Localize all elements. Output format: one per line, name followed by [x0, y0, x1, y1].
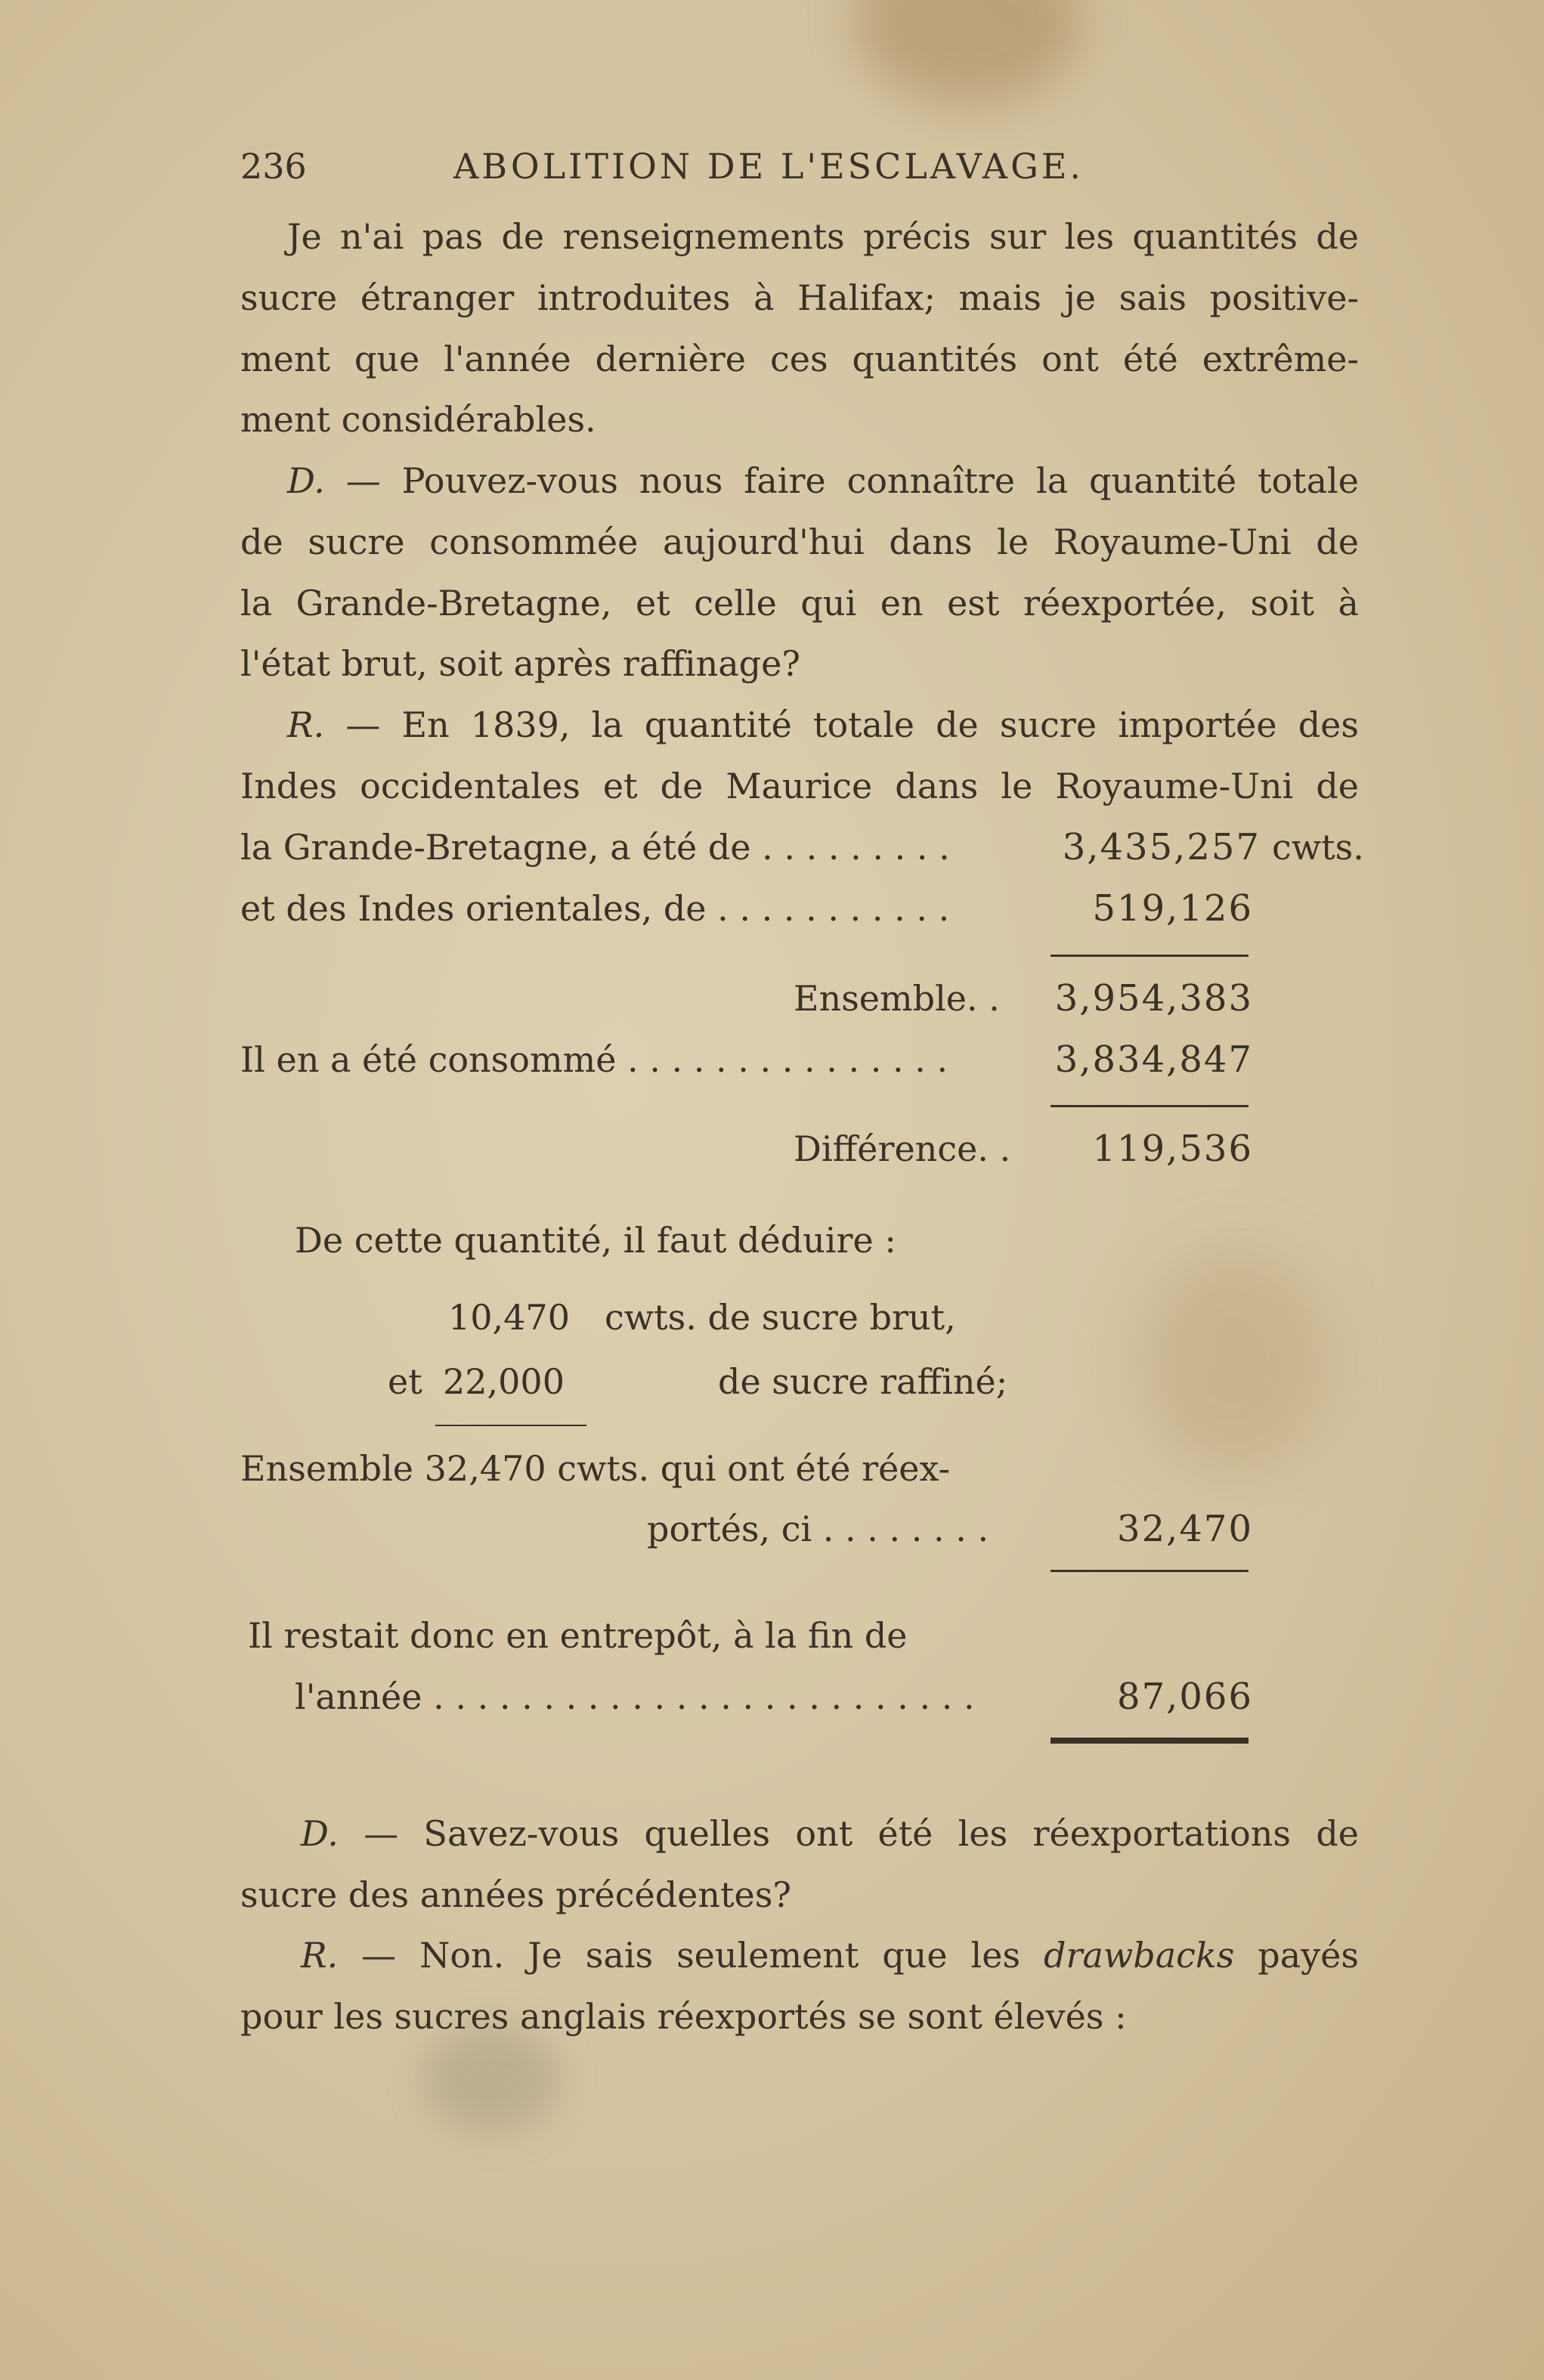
text-line: de sucre consommée aujourd'hui dans le Royaume-Uni de: [240, 521, 1359, 562]
text-line: Indes occidentales et de Maurice dans le Royaume-Uni de: [240, 766, 1359, 806]
sum-rule: [1050, 1105, 1249, 1107]
paper-stain: [423, 2026, 559, 2131]
deduction-prefix: et: [388, 1361, 422, 1402]
italic-term: drawbacks: [1044, 1935, 1235, 1976]
text-line: De cette quantité, il faut déduire :: [295, 1220, 896, 1261]
table-value: 3,954,383: [1054, 977, 1253, 1020]
deduction-value: 22,000: [443, 1361, 565, 1402]
text-line: Ensemble 32,470 cwts. qui ont été réex-: [240, 1448, 951, 1489]
text-line: ment que l'année dernière ces quantités ont été extrême-: [240, 339, 1359, 379]
question-marker: D.: [287, 460, 325, 501]
answer-line: R. — Non. Je sais seulement que les drawbacks payés: [301, 1935, 1359, 1976]
table-value: 87,066: [1117, 1676, 1253, 1718]
text-line: Il restait donc en entrepôt, à la fin de: [248, 1615, 908, 1656]
table-value: 32,470: [1117, 1508, 1253, 1550]
table-value: 119,536: [1092, 1128, 1253, 1170]
page-number: 236: [240, 146, 307, 187]
unit-label: cwts.: [1272, 827, 1364, 868]
text-line: l'état brut, soit après raffinage?: [240, 643, 801, 684]
text-line: portés, ci . . . . . . . .: [647, 1509, 989, 1549]
table-row-label: et des Indes orientales, de . . . . . . . . . . .: [240, 888, 950, 929]
text-line: sucre des années précédentes?: [240, 1874, 791, 1915]
table-value: 519,126: [1092, 887, 1253, 930]
total-rule: [1050, 1738, 1249, 1744]
paper-stain: [854, 0, 1081, 106]
table-row-label: la Grande-Bretagne, a été de . . . . . . . . .: [240, 827, 950, 868]
sum-rule: [1050, 955, 1249, 957]
table-value: 3,834,847: [1054, 1038, 1253, 1081]
text-line: l'année . . . . . . . . . . . . . . . . . . . . . . . . .: [295, 1676, 975, 1717]
text-line: pour les sucres anglais réexportés se sont élevés :: [240, 1996, 1127, 2037]
text-line: la Grande-Bretagne, et celle qui en est réexportée, soit à: [240, 583, 1359, 624]
sum-rule: [435, 1425, 586, 1426]
deduction-text: de sucre raffiné;: [718, 1361, 1008, 1402]
sum-rule: [1050, 1570, 1249, 1572]
text-line: sucre étranger introduites à Halifax; mais je sais positive-: [240, 277, 1359, 318]
table-row-label: Différence. .: [794, 1128, 1011, 1169]
question-line: D. — Pouvez-vous nous faire connaître la quantité totale: [287, 460, 1359, 501]
table-row-label: Ensemble. .: [794, 978, 1000, 1019]
answer-marker: R.: [287, 704, 325, 745]
deduction-value: 10,470: [448, 1297, 570, 1338]
paper-stain: [1134, 1247, 1330, 1474]
table-row-label: Il en a été consommé . . . . . . . . . . . . . . .: [240, 1039, 948, 1080]
text-line: Je n'ai pas de renseignements précis sur les quantités de: [287, 216, 1359, 257]
table-value: 3,435,257: [1062, 826, 1261, 868]
question-line: D. — Savez-vous quelles ont été les réexportations de: [301, 1813, 1359, 1854]
question-marker: D.: [301, 1813, 339, 1854]
answer-marker: R.: [301, 1935, 339, 1976]
deduction-text: cwts. de sucre brut,: [605, 1297, 956, 1338]
answer-line: R. — En 1839, la quantité totale de sucre importée des: [287, 704, 1359, 745]
running-title: ABOLITION DE L'ESCLAVAGE.: [453, 146, 1085, 187]
text-line: ment considérables.: [240, 399, 596, 440]
